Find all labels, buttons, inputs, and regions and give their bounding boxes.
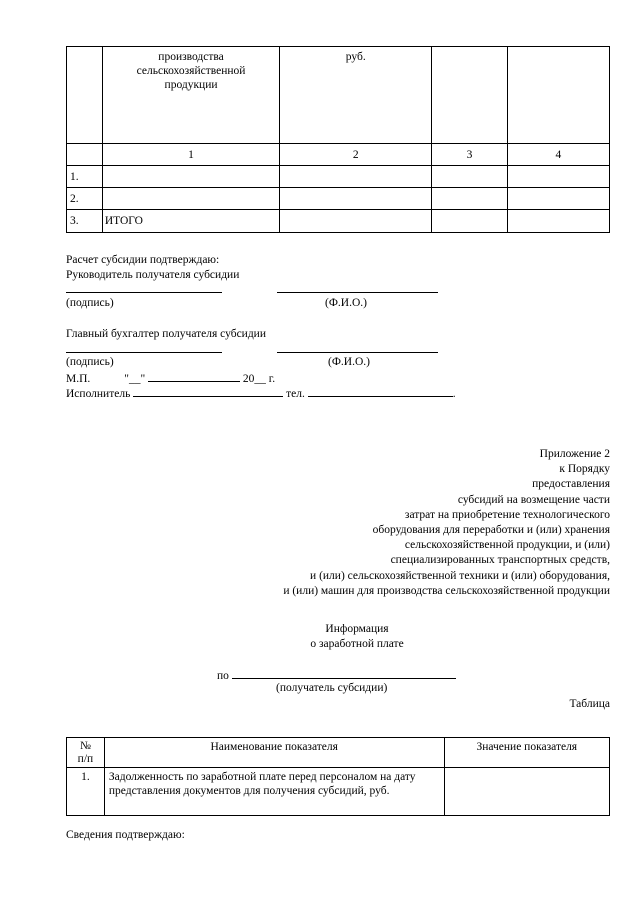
column-number: 4 [507,144,609,166]
mp-label: М.П. [66,373,91,385]
sign-label: (подпись) [66,356,114,368]
column-number: 1 [102,144,279,166]
header-num-cell [67,738,105,768]
appendix-line: субсидий на возмещение части [457,493,610,506]
table-label: Таблица [569,698,610,710]
recipient-line [232,667,456,679]
header-name-cell [104,738,444,768]
column-number-row [67,144,610,166]
executor-row [66,385,456,401]
table-row [67,188,610,210]
row-value [444,768,609,816]
header-line: производства [158,51,224,63]
row-name: Задолженность по заработной плате перед персоналом на дату представления документов для получения субсидий, руб. [104,768,444,816]
po-label: по [217,670,229,682]
appendix-line: и (или) машин для производства сельскохозяйственной продукции [283,584,610,597]
fio-label: (Ф.И.О.) [325,297,367,309]
head-label: Руководитель получателя субсидии [66,269,240,281]
header-unit: руб. [345,51,366,63]
header-unit-cell [280,47,432,144]
appendix-line: к Порядку [559,463,610,476]
header-num: № п/п [77,740,94,765]
appendix-line: и (или) сельскохозяйственной техники и (или) оборудования, [310,569,610,582]
row-name [102,166,279,188]
appendix-line: Приложение 2 [539,448,610,460]
table-row [67,768,610,816]
appendix-line: оборудования для переработки и (или) хранения [372,523,610,536]
column-number: 2 [280,144,432,166]
row-number: 1. [67,768,105,816]
document-subtitle: о заработной плате [310,638,404,650]
recipient-label: (получатель субсидии) [276,682,388,694]
signature-line [66,282,222,293]
column-number: 3 [432,144,507,166]
salary-info-table [66,737,610,816]
header-line: продукции [164,79,218,91]
appendix-header [210,447,610,599]
footer-confirm: Сведения подтверждаю: [66,829,185,841]
tel-line [308,385,453,397]
fio-line [277,342,438,353]
signature-line [66,342,222,353]
date-quote: "__" [124,373,146,385]
appendix-line: сельскохозяйственной продукции, и (или) [404,539,610,552]
subsidy-calculation-table [66,46,610,233]
header-product-cell [102,47,279,144]
table-header-row [67,47,610,144]
sign-label: (подпись) [66,297,114,309]
row-number: 1. [67,166,103,188]
row-number: 2. [67,188,103,210]
header-name: Наименование показателя [210,741,338,753]
appendix-line: предоставления [532,478,610,491]
appendix-line: затрат на приобретение технологического [404,508,610,521]
year-label: 20__ г. [242,373,276,385]
fio-label: (Ф.И.О.) [328,356,370,368]
table-header-row [67,738,610,768]
row-name: ИТОГО [102,210,279,233]
row-number: 3. [67,210,103,233]
tel-end: . [452,388,456,400]
header-value: Значение показателя [476,741,578,753]
header-line: сельскохозяйственной [136,65,246,77]
document-title: Информация [325,623,389,635]
confirm-heading: Расчет субсидии подтверждаю: [66,254,220,266]
mp-date-row [66,370,275,386]
appendix-line: специализированных транспортных средств, [390,554,610,567]
executor-label: Исполнитель [66,388,131,400]
table-row [67,166,610,188]
tel-label: тел. [286,388,305,400]
date-line [148,370,240,382]
row-name [102,188,279,210]
table-row-total [67,210,610,233]
executor-line [133,385,283,397]
header-value-cell [444,738,609,768]
fio-line [277,282,438,293]
accountant-label: Главный бухгалтер получателя субсидии [66,328,266,340]
